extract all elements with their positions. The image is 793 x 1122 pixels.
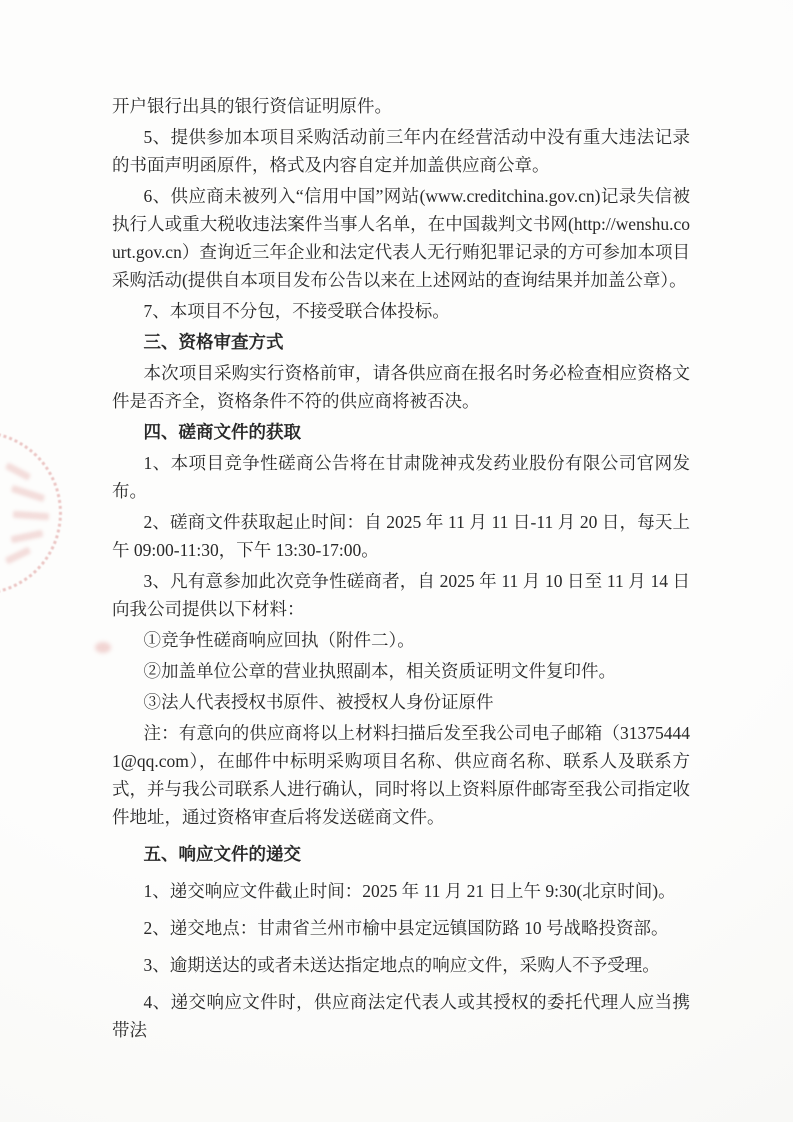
paragraph: 2、递交地点：甘肃省兰州市榆中县定远镇国防路 10 号战略投资部。 [143,918,669,938]
paragraph: ①竞争性磋商响应回执（附件二）。 [143,630,415,650]
paragraph: 4、递交响应文件时，供应商法定代表人或其授权的委托代理人应当携带法 [112,992,690,1040]
paragraph: 1、本项目竞争性磋商公告将在甘肃陇神戎发药业股份有限公司官网发布。 [112,453,690,501]
paragraph: 6、供应商未被列入“信用中国”网站(www.creditchina.gov.cn)记录失信被执行人或重大税收违法案件当事人名单，在中国裁判文书网(http://wenshu.court.gov.cn）查询近三年企业和法定代表人无行贿犯罪记录的方可参加本项目采购活动(提供自本项目发布公告以来在上述网站的查询结果并加盖公章）。 [112,186,690,290]
document-body-text [112,92,690,1053]
red-ink-smudge [95,642,111,653]
paragraph: 3、凡有意参加此次竞争性磋商者，自 2025 年 11 月 10 日至 11 月 14 日向我公司提供以下材料： [112,571,690,619]
seal-smudge [11,485,45,502]
paragraph: 3、逾期送达的或者未送达指定地点的响应文件，采购人不予受理。 [143,955,660,975]
paragraph: 2、磋商文件获取起止时间：自 2025 年 11 月 11 日-11 月 20 日，每天上午 09:00-11:30，下午 13:30-17:00。 [112,512,690,560]
section-heading: 四、磋商文件的获取 [143,422,301,442]
paragraph: 本次项目采购实行资格前审，请各供应商在报名时务必检查相应资格文件是否齐全，资格条件不符的供应商将被否决。 [112,363,690,411]
paragraph: ②加盖单位公章的营业执照副本，相关资质证明文件复印件。 [143,661,616,681]
seal-smudge [5,462,31,480]
seal-smudge [5,547,31,565]
seal-smudge [11,530,44,544]
paragraph: ③法人代表授权书原件、被授权人身份证原件 [143,692,494,712]
paragraph: 5、提供参加本项目采购活动前三年内在经营活动中没有重大违法记录的书面声明函原件，格式及内容自定并加盖供应商公章。 [112,127,690,175]
seal-smudge [13,511,49,520]
section-heading: 五、响应文件的递交 [143,844,301,864]
paragraph: 7、本项目不分包，不接受联合体投标。 [143,301,450,321]
partial-red-seal-stamp [0,431,62,595]
paragraph: 注：有意向的供应商将以上材料扫描后发至我公司电子邮箱（313754441@qq.com），在邮件中标明采购项目名称、供应商名称、联系人及联系方式，并与我公司联系人进行确认，同时将以上资料原件邮寄至我公司指定收件地址，通过资格审查后将发送磋商文件。 [112,723,690,827]
paragraph: 1、递交响应文件截止时间：2025 年 11 月 21 日上午 9:30(北京时间)。 [143,881,676,901]
paragraph: 开户银行出具的银行资信证明原件。 [112,96,392,116]
section-heading: 三、资格审查方式 [143,332,284,352]
